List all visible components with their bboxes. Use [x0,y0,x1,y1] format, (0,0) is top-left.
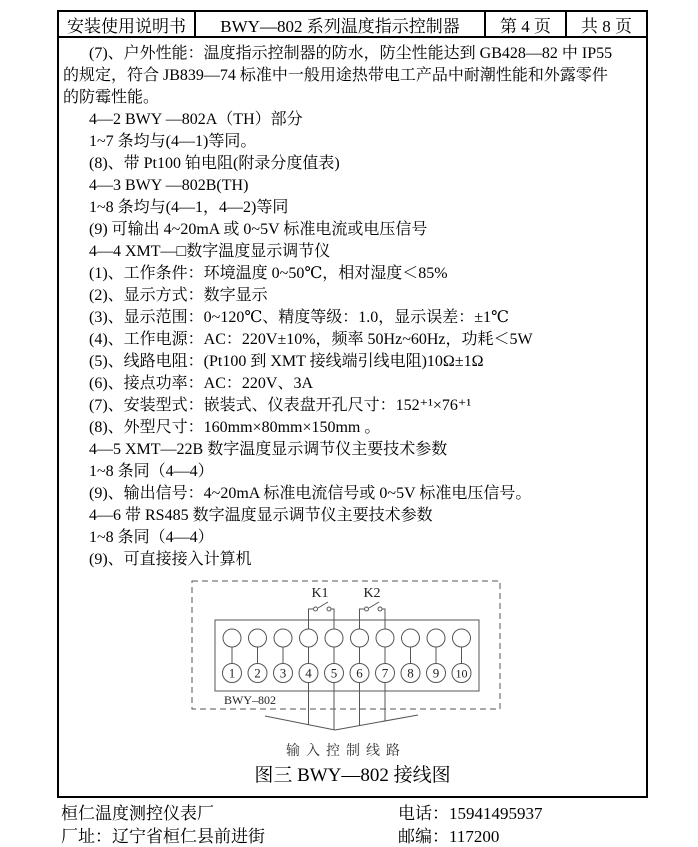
switch-k2-label: K2 [363,586,381,601]
text-line: (5)、线路电阻：(Pt100 到 XMT 接线端引线电阻)10Ω±1Ω [89,353,484,370]
text-line: (9)、可直接接入计算机 [89,551,252,568]
terminal-number: 10 [455,666,468,681]
footer [57,802,648,847]
control-wires [265,683,418,731]
header-doc-type: 安装使用说明书 [59,12,196,36]
terminal-number: 8 [407,665,414,681]
figure-caption: 图三 BWY—802 接线图 [254,765,451,786]
factory-name: 桓仁温度测控仪表厂 [61,804,214,823]
footer-row [57,802,648,825]
manual-sheet [57,10,648,798]
terminal-number: 4 [305,665,312,681]
terminal-number: 3 [279,665,287,681]
switch-k2 [360,586,386,629]
text-line: 1~8 条同（4—4） [89,529,214,546]
zip-line [398,825,499,847]
text-line: (2)、显示方式：数字显示 [89,287,268,304]
body-text [59,38,646,571]
phone-number: 15941495937 [449,804,543,823]
text-line: 1~8 条均与(4—1，4—2)等同 [89,199,289,216]
text-line: 的规定，符合 JB839—74 标准中一般用途热带电工产品中耐潮性能和外露零件 [63,67,608,84]
address-label: 厂址： [61,827,112,846]
switch-k1 [309,586,335,629]
header-title: BWY—802 系列温度指示控制器 [196,12,486,36]
header-page-total: 共 8 页 [581,16,632,36]
terminal-number: 9 [432,665,440,681]
wiring-diagram [190,579,502,735]
text-line: (3)、显示范围：0~120℃、精度等级：1.0，显示误差：±1℃ [89,309,509,326]
terminal-number: 5 [330,665,338,681]
text-line: 4—3 BWY —802B(TH) [89,177,249,194]
text-line: (6)、接点功率：AC：220V、3A [89,375,313,392]
text-line: 的防霉性能。 [63,89,160,106]
text-line: 1~7 条均与(4—1)等同。 [89,133,257,150]
device-label: BWY–802 [224,693,276,707]
text-line: (1)、工作条件：环境温度 0~50℃，相对湿度＜85% [89,265,448,282]
terminal-number: 1 [228,665,236,681]
text-line: 4—6 带 RS485 数字温度显示调节仪主要技术参数 [89,507,433,524]
text-line: 4—4 XMT—□数字温度显示调节仪 [89,243,331,260]
text-line: 4—2 BWY —802A（TH）部分 [89,111,303,128]
terminal-pairs [223,629,472,683]
text-line: (8)、外型尺寸：160mm×80mm×150mm 。 [89,419,381,436]
zip-label: 邮编： [398,827,449,846]
phone-line [398,802,543,825]
text-line: (9) 可输出 4~20mA 或 0~5V 标准电流或电压信号 [89,221,428,238]
text-line: (8)、带 Pt100 铂电阻(附录分度值表) [89,155,340,172]
text-line: (9)、输出信号：4~20mA 标准电流信号或 0~5V 标准电压信号。 [89,485,532,502]
header-page-current: 第 4 页 [486,12,567,36]
terminal-number: 2 [254,665,261,681]
text-line: (7)、安装型式：嵌装式、仪表盘开孔尺寸：152⁺¹×76⁺¹ [89,397,472,414]
text-line: 1~8 条同（4—4） [89,463,214,480]
factory-address [61,825,265,847]
terminal-number: 7 [381,665,389,681]
text-line: (4)、工作电源：AC：220V±10%，频率 50Hz~60Hz，功耗＜5W [89,331,533,348]
phone-label: 电话： [398,804,449,823]
switch-k1-label: K1 [311,586,329,601]
control-circuit-label: 输入控制线路 [286,744,406,759]
text-line: (7)、户外性能：温度指示控制器的防水，防尘性能达到 GB428—82 中 IP55 [89,45,613,62]
footer-row [57,825,648,847]
address-value: 辽宁省桓仁县前进街 [112,827,265,846]
zip-code: 117200 [449,827,500,846]
text-line: 4—5 XMT—22B 数字温度显示调节仪主要技术参数 [89,441,448,458]
terminal-number: 6 [356,665,363,681]
header-table [59,12,646,38]
